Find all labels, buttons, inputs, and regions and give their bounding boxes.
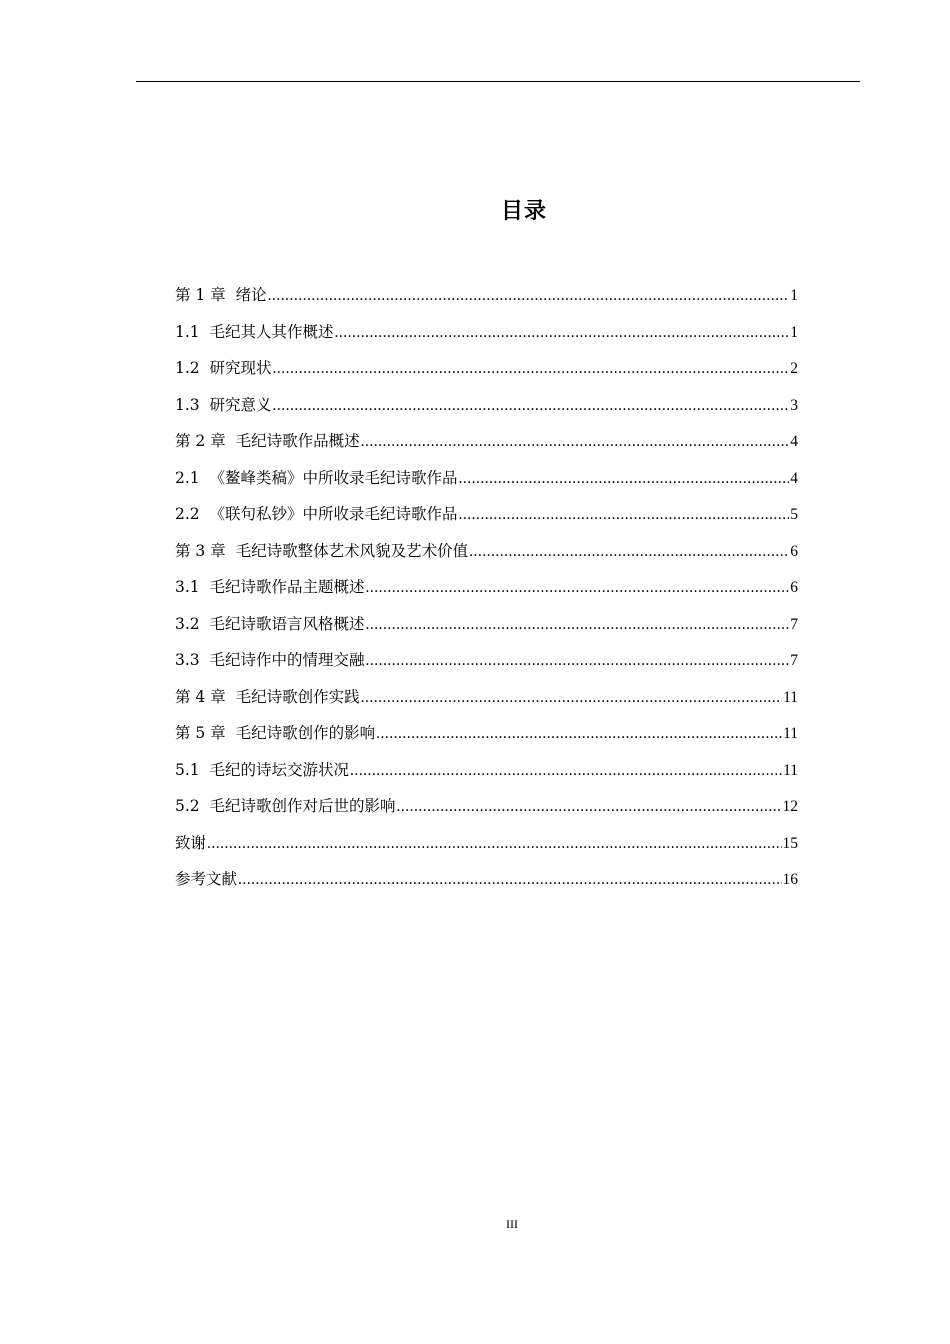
- toc-entry-section-3-2[interactable]: [175, 611, 798, 648]
- page-number: III: [506, 1217, 518, 1231]
- toc-entry-acknowledgements[interactable]: [175, 830, 798, 867]
- toc-dot-leader: [273, 356, 790, 382]
- toc-dot-leader: [350, 758, 782, 784]
- toc-dot-leader: [361, 685, 782, 711]
- toc-dot-leader: [469, 539, 789, 565]
- toc-dot-leader: [207, 831, 781, 857]
- toc-dot-leader: [273, 393, 790, 419]
- toc-entry-label: 1.2 研究现状: [175, 359, 272, 377]
- toc-entry-chapter-4[interactable]: [175, 684, 798, 721]
- toc-entry-chapter-1[interactable]: [175, 282, 798, 319]
- toc-entry-page: 1: [790, 323, 798, 341]
- table-of-contents: [175, 282, 798, 903]
- toc-entry-page: 1: [790, 287, 798, 304]
- toc-entry-label: 5.1 毛纪的诗坛交游状况: [175, 760, 350, 779]
- toc-dot-leader: [366, 612, 790, 638]
- toc-dot-leader: [459, 466, 790, 492]
- toc-entry-label: 2.2 《联句私钞》中所收录毛纪诗歌作品: [175, 505, 458, 523]
- toc-entry-chapter-2[interactable]: [175, 428, 798, 465]
- header-rule: [136, 81, 860, 82]
- toc-entry-label: 第 1 章 绪论: [175, 286, 267, 304]
- toc-entry-section-1-1[interactable]: [175, 319, 798, 356]
- toc-entry-page: 16: [782, 871, 798, 888]
- toc-entry-label: 第 2 章 毛纪诗歌作品概述: [175, 432, 360, 450]
- toc-entry-label: 2.1 《鳌峰类稿》中所收录毛纪诗歌作品: [175, 468, 458, 487]
- toc-title: 目录: [500, 199, 547, 224]
- toc-entry-label: 第 4 章 毛纪诗歌创作实践: [175, 687, 360, 706]
- toc-entry-label: 1.3 研究意义: [175, 395, 272, 414]
- toc-entry-label: 第 3 章 毛纪诗歌整体艺术风貌及艺术价值: [175, 541, 469, 560]
- toc-dot-leader: [335, 320, 790, 346]
- toc-entry-section-1-3[interactable]: [175, 392, 798, 429]
- toc-entry-section-2-1[interactable]: [175, 465, 798, 502]
- toc-entry-page: 4: [790, 433, 798, 450]
- toc-entry-label: 3.1 毛纪诗歌作品主题概述: [175, 578, 365, 596]
- toc-entry-page: 11: [783, 725, 798, 742]
- toc-entry-section-5-1[interactable]: [175, 757, 798, 794]
- toc-entry-section-3-3[interactable]: [175, 647, 798, 684]
- toc-entry-chapter-5[interactable]: [175, 720, 798, 757]
- toc-entry-page: 3: [790, 396, 798, 414]
- toc-dot-leader: [376, 721, 782, 747]
- toc-entry-section-5-2[interactable]: [175, 793, 798, 830]
- toc-entry-page: 7: [790, 652, 798, 669]
- toc-entry-chapter-3[interactable]: [175, 538, 798, 575]
- toc-dot-leader: [268, 283, 790, 309]
- toc-entry-label: 第 5 章 毛纪诗歌创作的影响: [175, 724, 376, 742]
- toc-entry-page: 6: [790, 542, 798, 560]
- toc-dot-leader: [366, 575, 790, 601]
- toc-entry-page: 6: [790, 579, 798, 596]
- toc-dot-leader: [459, 502, 790, 528]
- toc-dot-leader: [366, 648, 790, 674]
- toc-entry-label: 1.1 毛纪其人其作概述: [175, 322, 334, 341]
- toc-dot-leader: [238, 867, 781, 893]
- toc-entry-page: 4: [790, 469, 798, 487]
- toc-entry-page: 11: [783, 688, 798, 706]
- toc-entry-page: 12: [782, 798, 798, 815]
- toc-entry-section-1-2[interactable]: [175, 355, 798, 392]
- toc-entry-page: 11: [783, 761, 798, 779]
- toc-entry-label: 致谢: [175, 833, 207, 852]
- toc-dot-leader: [361, 429, 790, 455]
- toc-entry-page: 2: [790, 360, 798, 377]
- toc-entry-label: 5.2 毛纪诗歌创作对后世的影响: [175, 797, 396, 815]
- toc-entry-section-3-1[interactable]: [175, 574, 798, 611]
- toc-entry-page: 5: [790, 506, 798, 523]
- toc-entry-label: 3.2 毛纪诗歌语言风格概述: [175, 614, 365, 633]
- toc-entry-references[interactable]: [175, 866, 798, 903]
- toc-entry-label: 3.3 毛纪诗作中的情理交融: [175, 651, 365, 669]
- toc-entry-section-2-2[interactable]: [175, 501, 798, 538]
- toc-dot-leader: [397, 794, 782, 820]
- toc-entry-page: 7: [790, 615, 798, 633]
- toc-entry-label: 参考文献: [175, 870, 238, 888]
- toc-entry-page: 15: [782, 834, 798, 852]
